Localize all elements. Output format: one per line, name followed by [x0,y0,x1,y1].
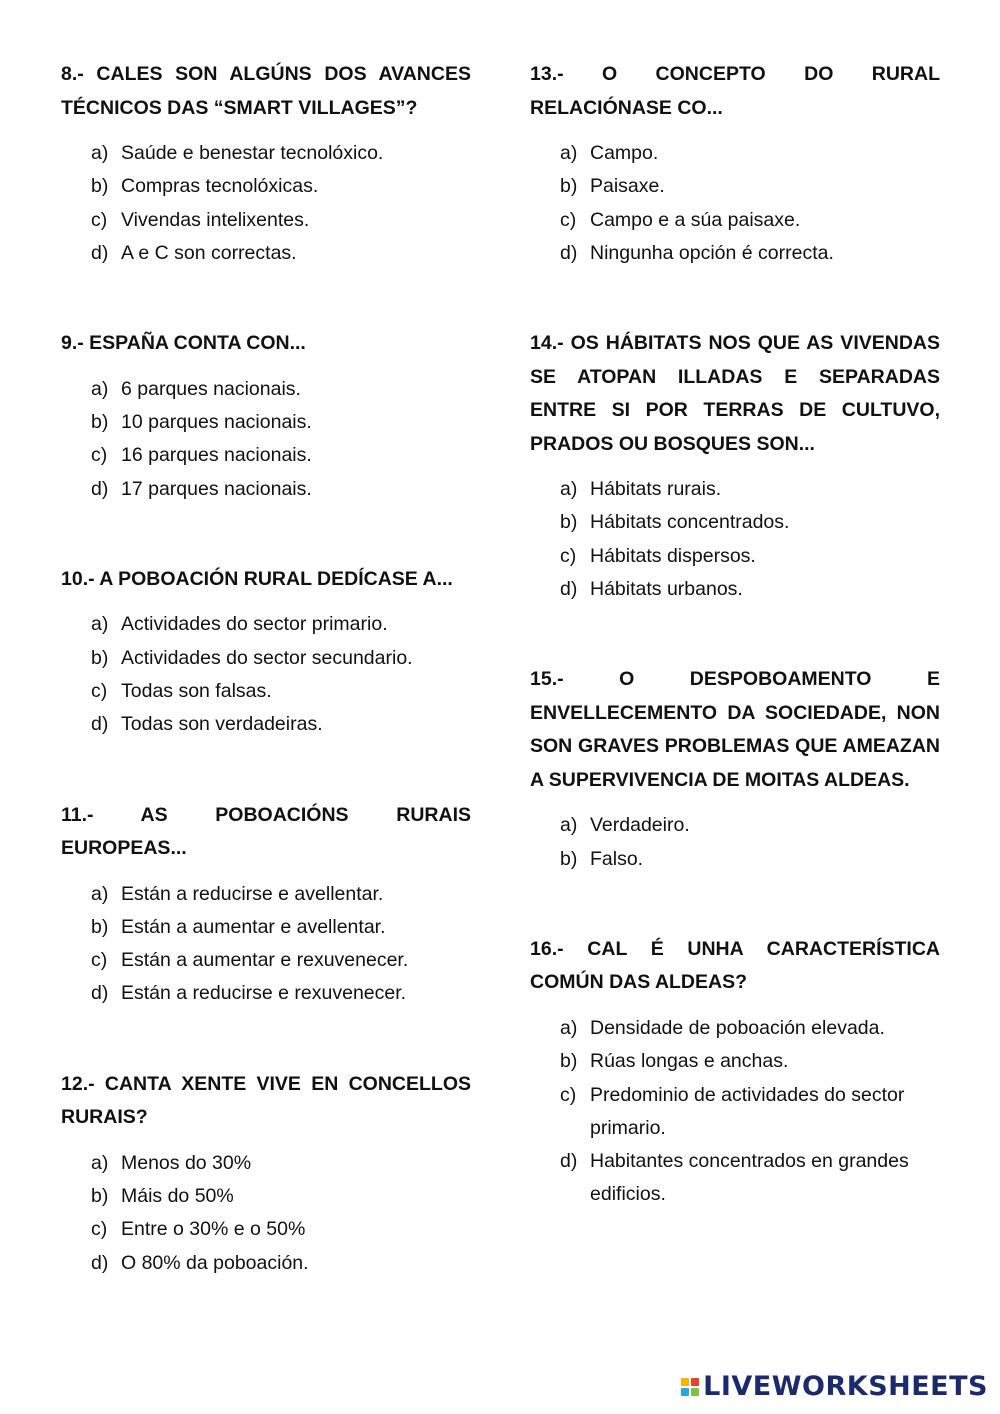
liveworksheets-logo [681,1371,988,1402]
answer-option-a[interactable] [560,137,940,170]
option-text: Rúas longas e anchas. [590,1050,789,1073]
question-title: 15.- O DESPOBOAMENTO E ENVELLECEMENTO DA SOCIEDADE, NON SON GRAVES PROBLEMAS QUE AMEAZAN A SUPERVIVENCIA DE MOITAS ALDEAS. [530,668,940,791]
question-title: 11.- AS POBOACIÓNS RURAIS EUROPEAS... [61,803,471,860]
answer-option-a[interactable] [560,473,940,506]
option-letter: a) [560,814,578,837]
option-letter: b) [91,646,109,669]
option-letter: c) [91,949,108,972]
question-13 [530,58,940,270]
logo-square-icon [681,1388,689,1396]
option-text: Están a reducirse e avellentar. [121,882,384,905]
option-letter: b) [560,175,578,198]
left-column [61,58,471,1280]
option-text: Falso. [590,847,644,870]
option-text: Menos do 30% [121,1151,252,1174]
answer-option-d[interactable] [560,237,940,270]
answer-option-a[interactable] [91,137,471,170]
answer-option-a[interactable] [91,373,471,406]
option-text: 10 parques nacionais. [121,410,312,433]
answer-option-b[interactable] [560,1045,940,1078]
option-letter: b) [560,847,578,870]
question-title: 10.- A POBOACIÓN RURAL DEDÍCASE A... [61,567,453,590]
option-text: Están a aumentar e avellentar. [121,915,386,938]
answer-option-c[interactable] [560,540,940,573]
option-letter: b) [91,175,109,198]
answer-option-c[interactable] [91,439,471,472]
question-15 [530,663,940,876]
answer-option-c[interactable] [91,944,471,977]
answer-options [61,137,471,270]
option-text: Vivendas intelixentes. [121,208,310,231]
option-text: Actividades do sector primario. [121,613,388,636]
option-text: Entre o 30% e o 50% [121,1218,306,1241]
answer-option-b[interactable] [560,170,940,203]
option-letter: c) [91,208,108,231]
option-letter: a) [560,142,578,164]
option-letter: a) [560,1016,578,1039]
answer-options [530,473,940,606]
answer-option-b[interactable] [91,642,471,675]
option-text: Están a aumentar e rexuvenecer. [121,949,409,972]
question-title: 16.- CAL É UNHA CARACTERÍSTICA COMÚN DAS ALDEAS? [530,937,940,994]
question-title: 9.- ESPAÑA CONTA CON... [61,332,306,355]
option-text: Paisaxe. [590,175,665,198]
option-letter: a) [91,142,109,164]
option-letter: c) [560,1083,577,1106]
answer-option-a[interactable] [91,608,471,641]
answer-option-d[interactable] [560,573,940,606]
answer-option-d[interactable] [91,708,471,741]
option-text: 6 parques nacionais. [121,377,301,400]
answer-option-a[interactable] [91,1147,471,1180]
question-12 [61,1068,471,1280]
option-text: Ningunha opción é correcta. [590,241,834,264]
question-9 [61,327,471,506]
option-letter: d) [560,1150,578,1173]
option-letter: b) [91,1185,109,1208]
question-11 [61,799,471,1011]
option-text: Saúde e benestar tecnolóxico. [121,142,384,164]
option-text: Actividades do sector secundario. [121,646,413,669]
option-letter: a) [560,478,578,501]
answer-option-c[interactable] [560,1079,940,1146]
answer-option-b[interactable] [91,406,471,439]
logo-text: LIVEWORKSHEETS [703,1371,988,1402]
answer-options [61,1147,471,1280]
answer-option-a[interactable] [560,1012,940,1045]
question-14 [530,327,940,606]
option-letter: b) [560,511,578,534]
option-letter: c) [91,679,108,702]
question-title: 12.- CANTA XENTE VIVE EN CONCELLOS RURAIS? [61,1072,471,1129]
option-letter: c) [91,444,108,467]
question-16 [530,933,940,1212]
answer-option-b[interactable] [91,1180,471,1213]
answer-option-d[interactable] [91,473,471,506]
option-text: Campo e a súa paisaxe. [590,208,801,231]
answer-options [530,809,940,876]
answer-option-b[interactable] [560,843,940,876]
option-text: Todas son verdadeiras. [121,713,323,736]
option-letter: d) [91,1251,109,1274]
answer-options [530,1012,940,1212]
right-column [530,58,940,1212]
answer-option-a[interactable] [91,878,471,911]
option-letter: b) [91,410,109,433]
option-letter: b) [91,915,109,938]
option-text: Están a reducirse e rexuvenecer. [121,982,407,1005]
option-letter: a) [91,882,109,905]
liveworksheets-logo-icon [681,1378,699,1396]
option-text: Hábitats dispersos. [590,544,756,567]
option-letter: c) [560,208,577,231]
option-text: Hábitats rurais. [590,478,722,501]
option-letter: c) [91,1218,108,1241]
option-letter: d) [91,241,109,264]
question-title: 8.- CALES SON ALGÚNS DOS AVANCES TÉCNICOS DAS “SMART VILLAGES”? [61,63,471,119]
option-letter: c) [560,544,577,567]
answer-option-d[interactable] [91,237,471,270]
option-text: O 80% da poboación. [121,1251,309,1274]
logo-square-icon [691,1378,699,1386]
question-title: 14.- OS HÁBITATS NOS QUE AS VIVENDAS SE ATOPAN ILLADAS E SEPARADAS ENTRE SI POR TERRAS DE CULTUVO, PRADOS OU BOSQUES SON... [530,332,940,455]
answer-option-b[interactable] [560,506,940,539]
question-title: 13.- O CONCEPTO DO RURAL RELACIÓNASE CO... [530,63,940,119]
answer-option-b[interactable] [91,911,471,944]
question-10 [61,563,471,742]
answer-option-d[interactable] [91,977,471,1010]
option-text: Todas son falsas. [121,679,272,702]
option-letter: d) [91,477,109,500]
answer-option-d[interactable] [560,1145,940,1212]
answer-option-c[interactable] [91,1213,471,1246]
answer-options [61,608,471,741]
option-text: Densidade de poboación elevada. [590,1016,885,1039]
option-text: 16 parques nacionais. [121,444,312,467]
option-text: Verdadeiro. [590,814,690,837]
option-letter: d) [560,578,578,601]
option-letter: b) [560,1050,578,1073]
answer-option-c[interactable] [91,675,471,708]
option-text: Hábitats urbanos. [590,578,743,601]
answer-option-a[interactable] [560,809,940,842]
answer-options [530,137,940,270]
option-text: Campo. [590,142,659,164]
option-letter: a) [91,377,109,400]
option-letter: d) [560,241,578,264]
answer-options [61,878,471,1011]
answer-options [61,373,471,506]
answer-option-c[interactable] [91,204,471,237]
option-text: Hábitats concentrados. [590,511,790,534]
logo-square-icon [691,1388,699,1396]
option-text: 17 parques nacionais. [121,477,312,500]
question-8 [61,58,471,270]
option-text: A e C son correctas. [121,241,297,264]
option-letter: d) [91,713,109,736]
option-text: Máis do 50% [121,1185,234,1208]
answer-option-c[interactable] [560,204,940,237]
option-letter: a) [91,613,109,636]
option-letter: d) [91,982,109,1005]
answer-option-d[interactable] [91,1247,471,1280]
answer-option-b[interactable] [91,170,471,203]
option-text: Compras tecnolóxicas. [121,175,319,198]
option-text: Predominio de actividades do sector primario. [590,1083,905,1139]
option-text: Habitantes concentrados en grandes edificios. [590,1150,909,1206]
option-letter: a) [91,1151,109,1174]
logo-square-icon [681,1378,689,1386]
